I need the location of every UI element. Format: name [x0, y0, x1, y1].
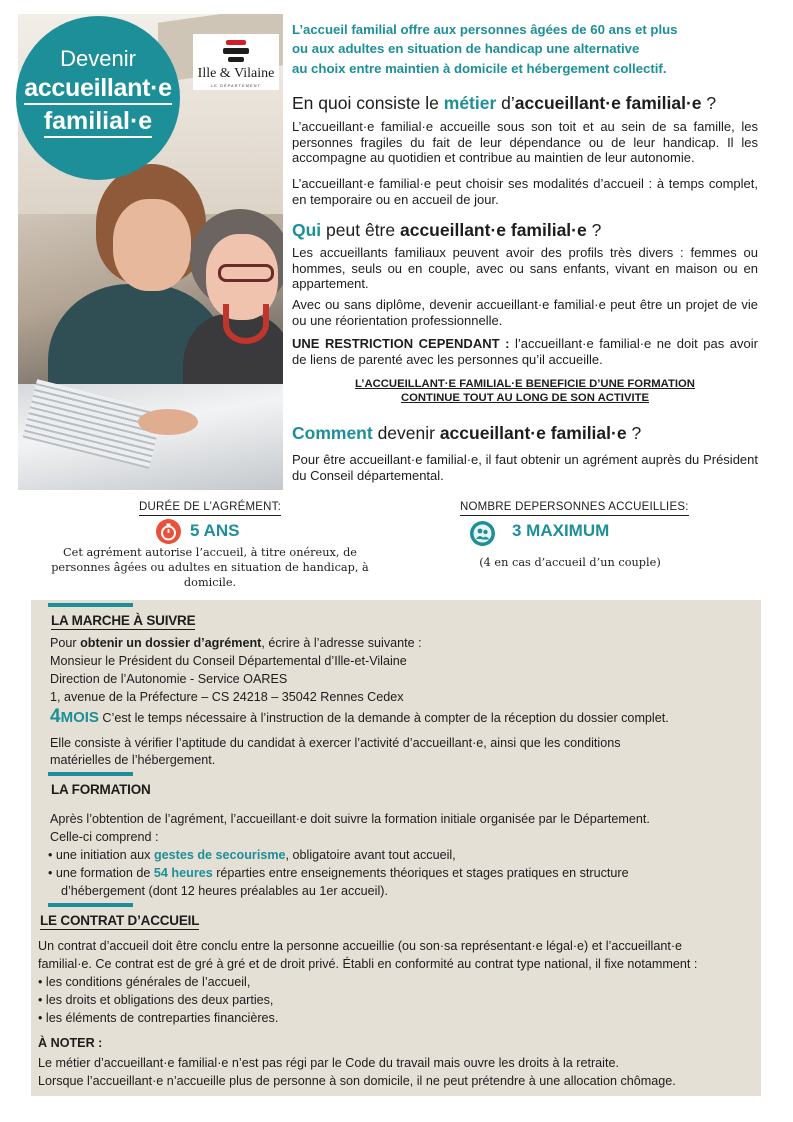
note-line-1: Le métier d’accueillant·e familial·e n’est pas régi par le Code du travail mais ouvre les droits à la retraite.	[38, 1056, 619, 1070]
stopwatch-icon	[156, 519, 181, 544]
formation-bullet-1: • une initiation aux gestes de secourisme, obligatoire avant tout accueil,	[48, 848, 456, 862]
marche-line-1: Pour obtenir un dossier d’agrément, écrire à l’adresse suivante :	[50, 636, 422, 650]
qui-paragraph-2: Avec ou sans diplôme, devenir accueillant·e familial·e peut être un projet de vie ou une réorientation professionnelle.	[292, 297, 758, 328]
title-line-2: accueillant·e	[16, 74, 180, 103]
contrat-line-2: familial·e. Ce contrat est de gré à gré et de droit privé. Établi en conformité au contrat type national, il fixe notamment :	[38, 957, 698, 971]
duree-value: 5 ANS	[190, 521, 240, 540]
title-line-3: familial·e	[16, 107, 180, 136]
note-title: À NOTER :	[38, 1036, 103, 1050]
people-icon	[470, 521, 495, 546]
heading-comment: Comment devenir accueillant·e familial·e ?	[292, 423, 642, 443]
contrat-line-1: Un contrat d’accueil doit être conclu entre la personne accueillie (ou son·sa représentant·e légal·e) et l’accueillant·e	[38, 939, 683, 953]
mois-number: 4	[50, 706, 61, 727]
formation-line-1: Après l’obtention de l’agrément, l’accueillant·e doit suivre la formation initiale organisée par le Département.	[50, 812, 650, 826]
note-line-2: Lorsque l’accueillant·e n’accueille plus de personne à son domicile, il ne peut prétendre à une allocation chômage.	[38, 1074, 676, 1088]
logo-name: Ille & Vilaine	[197, 66, 275, 81]
intro-text: L’accueil familial offre aux personnes âgées de 60 ans et plus ou aux adultes en situation de handicap une alternative au choix entre maintien à domicile et hébergement collectif.	[292, 22, 678, 76]
title-line-1: Devenir	[60, 46, 136, 71]
formation-bullet-2-cont: d’hébergement (dont 12 heures préalables au 1er accueil).	[61, 884, 388, 898]
comment-paragraph: Pour être accueillant·e familial·e, il faut obtenir un agrément auprès du Président du Conseil départemental.	[292, 452, 758, 483]
metier-paragraph-1: L’accueillant·e familial·e accueille sous son toit et au sein de sa famille, les personnes fragiles du fait de leur dépendance ou de leur handicap. Il les accompagne au quotidien et contribue au maintien de leur autonomie.	[292, 119, 758, 166]
contrat-bullet-1: • les conditions générales de l’accueil,	[38, 975, 251, 989]
formation-line-2: Celle-ci comprend :	[50, 830, 159, 844]
nombre-value: 3 MAXIMUM	[512, 521, 610, 540]
qui-paragraph-3: UNE RESTRICTION CEPENDANT : l’accueillant·e familial·e ne doit pas avoir de liens de parenté avec les personnes qu’il accueille.	[292, 336, 758, 367]
contrat-bullet-3: • les éléments de contreparties financières.	[38, 1011, 279, 1025]
contrat-bullet-2: • les droits et obligations des deux parties,	[38, 993, 274, 1007]
formation-note: L’ACCUEILLANT·E FAMILIAL·E BENEFICIE D’UNE FORMATION CONTINUE TOUT AU LONG DE SON ACTIVITE	[355, 378, 695, 404]
nombre-description: (4 en cas d’accueil d’un couple)	[479, 556, 661, 569]
metier-paragraph-2: L’accueillant·e familial·e peut choisir ses modalités d’accueil : à temps complet, en temporaire ou en accueil de jour.	[292, 176, 758, 207]
nombre-label: NOMBRE DEPERSONNES ACCUEILLIES:	[460, 500, 689, 516]
marche-title: LA MARCHE À SUIVRE	[51, 613, 195, 628]
marche-line-7: matérielles de l’hébergement.	[50, 753, 216, 767]
marche-line-2: Monsieur le Président du Conseil Départemental d’Ille-et-Vilaine	[50, 654, 407, 668]
formation-bullet-2: • une formation de 54 heures réparties entre enseignements théoriques et stages pratiques en structure	[48, 866, 629, 880]
marche-line-3: Direction de l’Autonomie - Service OARES	[50, 672, 288, 686]
mois-word: MOIS	[60, 709, 99, 726]
marche-line-6: Elle consiste à vérifier l’aptitude du candidat à exercer l’activité d’accueillant·e, ainsi que les conditions	[50, 736, 621, 750]
formation-title: LA FORMATION	[51, 782, 151, 797]
title-badge	[16, 16, 180, 180]
duree-label: DURÉE DE L’AGRÉMENT:	[139, 500, 281, 516]
heading-metier: En quoi consiste le métier d’accueillant·e familial·e ?	[292, 93, 717, 113]
marche-delay: 4MOIS C’est le temps nécessaire à l’instruction de la demande à compter de la réception du dossier complet.	[50, 706, 669, 727]
heading-qui: Qui peut être accueillant·e familial·e ?	[292, 220, 602, 240]
marche-line-4: 1, avenue de la Préfecture – CS 24218 – 35042 Rennes Cedex	[50, 690, 404, 704]
duree-description: Cet agrément autorise l’accueil, à titre onéreux, de personnes âgées ou adultes en situation de handicap, à domicile.	[51, 546, 369, 590]
logo-mark-icon	[223, 40, 249, 62]
contrat-title: LE CONTRAT D’ACCUEIL	[40, 913, 199, 928]
qui-paragraph-1: Les accueillants familiaux peuvent avoir des profils très divers : femmes ou hommes, seuls ou en couple, avec ou sans enfants, vivant en maison ou en appartement.	[292, 245, 758, 292]
ille-vilaine-logo	[193, 34, 279, 90]
logo-subtitle: LE DÉPARTEMENT	[211, 83, 261, 88]
